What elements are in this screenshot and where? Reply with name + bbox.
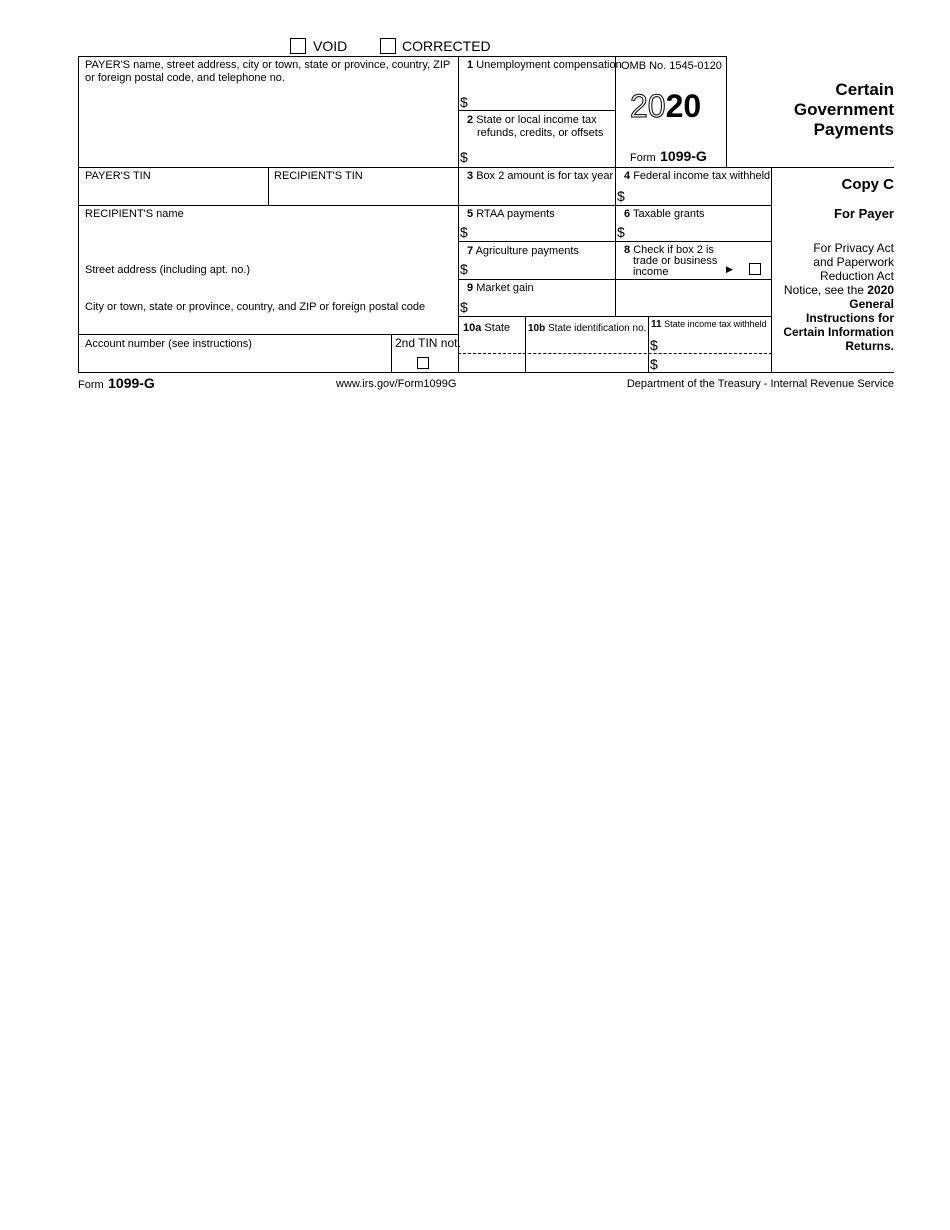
second-tin-checkbox[interactable] xyxy=(417,357,429,369)
recipient-tin-label: RECIPIENT'S TIN xyxy=(274,170,363,182)
street-address-label: Street address (including apt. no.) xyxy=(85,264,251,276)
box8-checkbox[interactable] xyxy=(749,263,761,275)
box7-label: 7 Agriculture payments xyxy=(467,245,579,257)
street-address-field[interactable] xyxy=(79,278,457,295)
box1-label: 1 Unemployment compensation xyxy=(467,59,622,71)
box9-dollar: $ xyxy=(460,299,468,315)
for-payer-label: For Payer xyxy=(834,206,894,221)
payer-info-label: PAYER'S name, street address, city or town, state or province, country, ZIP xyxy=(85,59,451,71)
box6-label: 6 Taxable grants xyxy=(624,208,705,220)
notice-line-5: General xyxy=(849,297,894,311)
payer-tin-field[interactable] xyxy=(79,184,267,204)
corrected-label: CORRECTED xyxy=(402,38,491,54)
tax-year xyxy=(630,88,701,124)
box2-label: 2 State or local income tax xyxy=(467,114,597,126)
payer-info-field[interactable] xyxy=(79,86,457,166)
box2-dollar: $ xyxy=(460,149,468,165)
box8-label-2: trade or business xyxy=(633,255,718,267)
box9-label: 9 Market gain xyxy=(467,282,534,294)
box11-field-2[interactable] xyxy=(662,355,770,371)
box7-field[interactable] xyxy=(472,259,612,278)
box4-dollar: $ xyxy=(617,188,625,204)
box10b-label: 10b State identification no. xyxy=(528,323,647,334)
box10a-field-2[interactable] xyxy=(459,355,524,371)
box7-dollar: $ xyxy=(460,261,468,277)
box10a-label: 10a State xyxy=(463,322,511,334)
city-label: City or town, state or province, country, and ZIP or foreign postal code xyxy=(85,301,426,313)
box10a-field-1[interactable] xyxy=(459,336,524,352)
omb-form-name: Form 1099-G xyxy=(630,148,707,164)
box11-dollar-1: $ xyxy=(650,337,658,353)
footer-url: www.irs.gov/Form1099G xyxy=(336,378,457,390)
box2-label-2: refunds, credits, or offsets xyxy=(477,127,604,139)
payer-info-label-2: or foreign postal code, and telephone no. xyxy=(85,72,285,84)
city-field[interactable] xyxy=(79,315,457,333)
box10b-field-1[interactable] xyxy=(526,336,647,352)
notice-line-1: For Privacy Act xyxy=(813,241,894,255)
box8-label: 8 Check if box 2 is xyxy=(624,244,714,256)
account-number-field[interactable] xyxy=(79,352,390,371)
notice-line-7: Certain Information xyxy=(783,325,894,339)
void-label: VOID xyxy=(313,38,348,54)
second-tin-label: 2nd TIN not. xyxy=(395,336,461,350)
box4-label: 4 Federal income tax withheld xyxy=(624,170,771,182)
recipient-name-label: RECIPIENT'S name xyxy=(85,208,184,220)
corrected-checkbox[interactable] xyxy=(380,38,396,54)
box5-dollar: $ xyxy=(460,224,468,240)
notice-line-8: Returns. xyxy=(845,339,894,353)
box6-dollar: $ xyxy=(617,224,625,240)
box5-field[interactable] xyxy=(472,222,612,240)
box4-field[interactable] xyxy=(629,185,769,204)
recipient-name-field[interactable] xyxy=(79,222,457,260)
notice-line-2: and Paperwork xyxy=(813,255,894,269)
notice-line-4: Notice, see the 2020 xyxy=(783,283,894,297)
box2-field[interactable] xyxy=(472,146,612,166)
tax-year-outline: 20 xyxy=(630,88,666,124)
account-number-label: Account number (see instructions) xyxy=(85,338,252,350)
box1-dollar: $ xyxy=(460,94,468,110)
arrow-icon: ▶ xyxy=(726,264,733,274)
box6-field[interactable] xyxy=(629,222,769,240)
notice-line-6: Instructions for xyxy=(805,311,894,325)
footer-department: Department of the Treasury - Internal Revenue Service xyxy=(626,378,894,390)
box1-field[interactable] xyxy=(472,92,612,109)
box11-field-1[interactable] xyxy=(662,336,770,352)
payer-tin-label: PAYER'S TIN xyxy=(85,170,151,182)
title-line-3: Payments xyxy=(813,120,894,139)
void-checkbox[interactable] xyxy=(290,38,306,54)
box9-field[interactable] xyxy=(472,297,612,315)
copy-c-label: Copy C xyxy=(841,176,894,193)
tax-year-bold: 20 xyxy=(665,88,702,124)
title-line-2: Government xyxy=(793,100,894,119)
box3-field[interactable] xyxy=(459,184,614,204)
box11-label: 11 State income tax withheld xyxy=(651,319,767,330)
footer-form-name: Form 1099-G xyxy=(78,375,155,391)
box10b-field-2[interactable] xyxy=(526,355,647,371)
notice-line-3: Reduction Act xyxy=(819,269,894,283)
title-line-1: Certain xyxy=(835,80,894,99)
recipient-tin-field[interactable] xyxy=(269,184,457,204)
box8-label-3: income xyxy=(633,266,669,278)
box5-label: 5 RTAA payments xyxy=(467,208,555,220)
box3-label: 3 Box 2 amount is for tax year xyxy=(467,170,614,182)
omb-number: OMB No. 1545-0120 xyxy=(621,60,722,72)
box11-dollar-2: $ xyxy=(650,356,658,372)
